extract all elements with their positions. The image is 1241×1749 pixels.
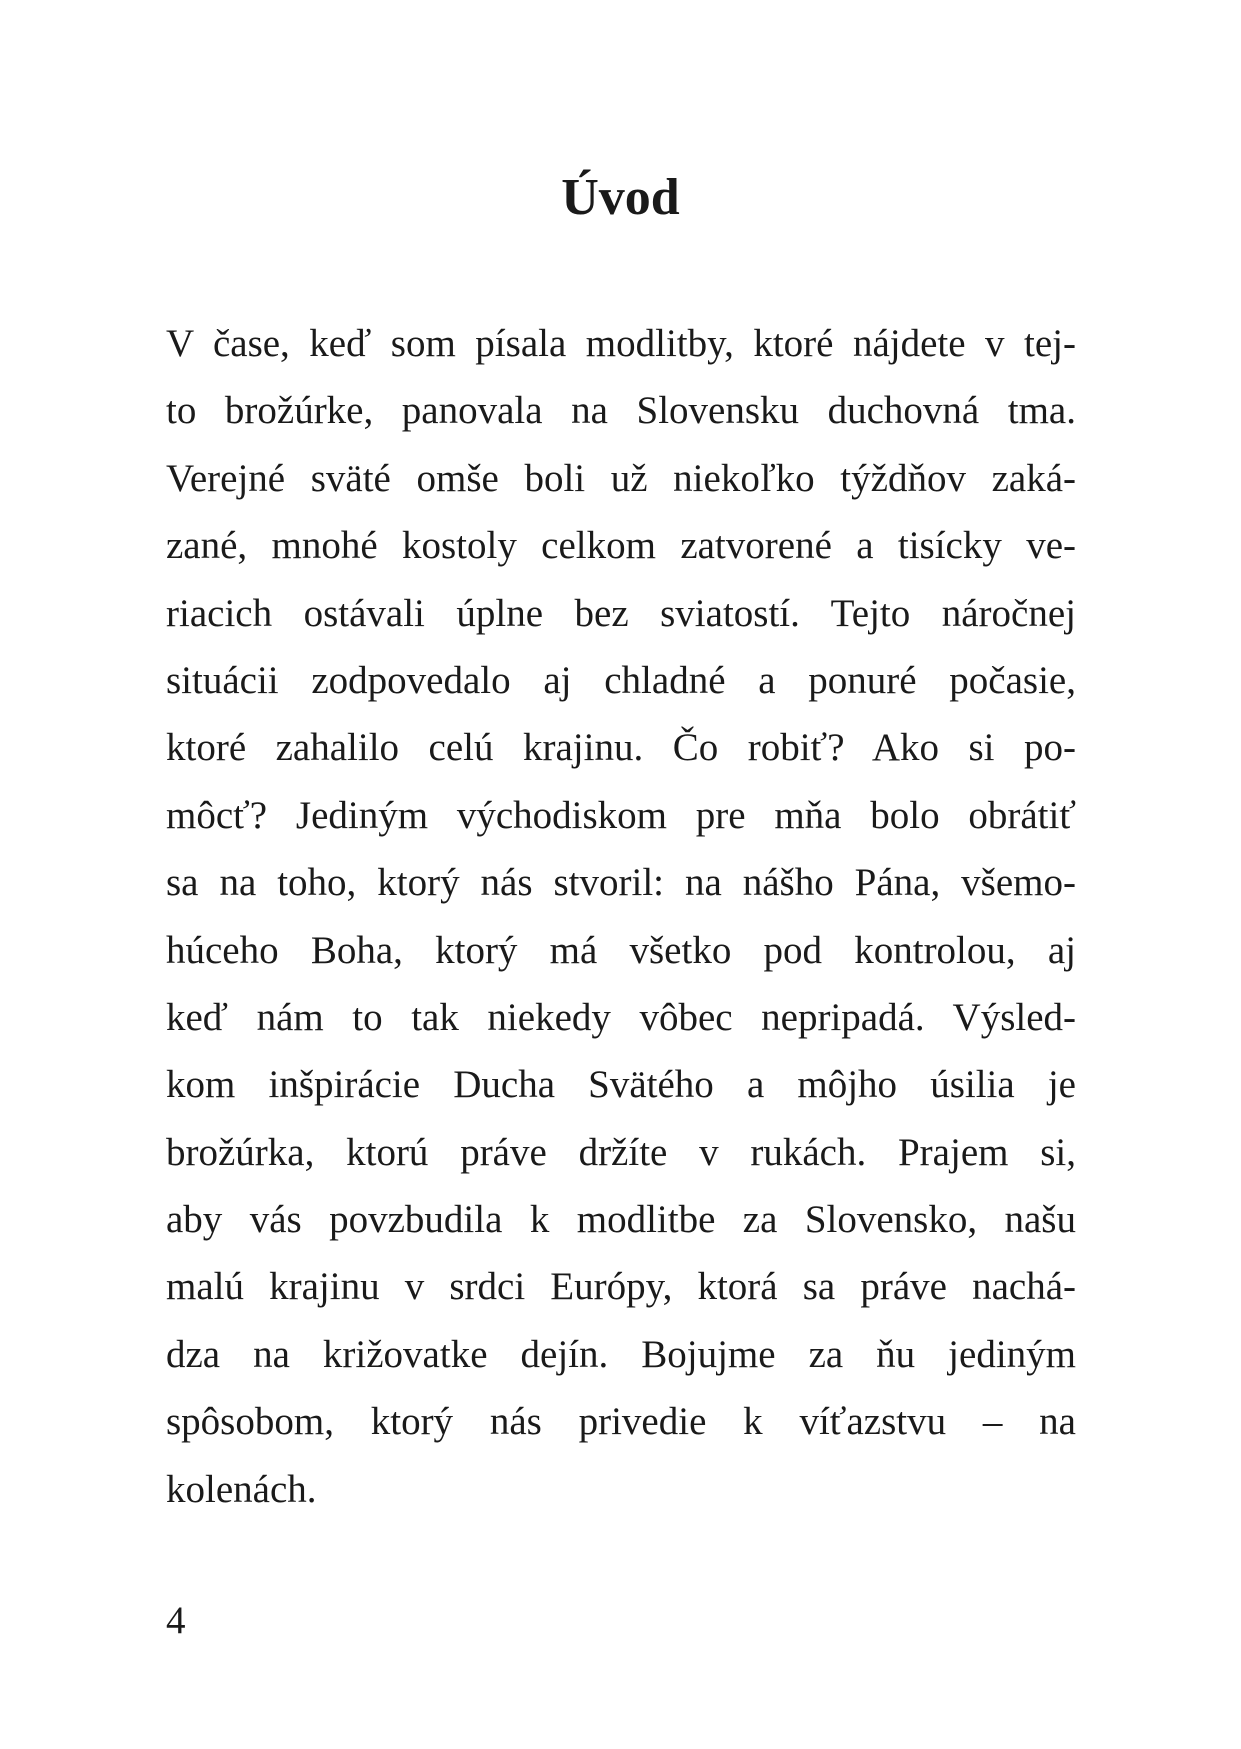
text-line: zané, mnohé kostoly celkom zatvorené a tisícky ve-	[166, 524, 1076, 568]
text-line: V čase, keď som písala modlitby, ktoré nájdete v tej-	[166, 322, 1076, 365]
text-line: keď nám to tak niekedy vôbec nepripadá. Výsled-	[166, 995, 1076, 1039]
text-line: to brožúrke, panovala na Slovensku duchovná tma.	[166, 389, 1076, 433]
text-line: brožúrka, ktorú práve držíte v rukách. Prajem si,	[166, 1130, 1076, 1174]
text-line: môcť? Jediným východiskom pre mňa bolo obrátiť	[166, 793, 1076, 837]
text-line: kom inšpirácie Ducha Svätého a môjho úsilia je	[166, 1063, 1076, 1107]
text-line: aby vás povzbudila k modlitbe za Slovensko, našu	[166, 1198, 1076, 1242]
text-line: Verejné sväté omše boli už niekoľko týždňov zaká-	[166, 456, 1076, 500]
text-line: sa na toho, ktorý nás stvoril: na nášho Pána, všemo-	[166, 861, 1076, 905]
text-line: dza na križovatke dejín. Bojujme za ňu jediným	[166, 1332, 1076, 1376]
text-line: riacich ostávali úplne bez sviatostí. Tejto náročnej	[166, 591, 1076, 635]
text-line: kolenách.	[166, 1467, 317, 1511]
text-line: spôsobom, ktorý nás privedie k víťazstvu – na	[166, 1400, 1076, 1444]
text-line: ktoré zahalilo celú krajinu. Čo robiť? Ako si po-	[166, 726, 1076, 770]
page-number: 4	[166, 1599, 186, 1642]
text-line: malú krajinu v srdci Európy, ktorá sa práve nachá-	[166, 1265, 1076, 1309]
page-title: Úvod	[561, 169, 680, 226]
body-paragraph	[166, 310, 1076, 1523]
text-line: situácii zodpovedalo aj chladné a ponuré počasie,	[166, 658, 1076, 702]
text-line: húceho Boha, ktorý má všetko pod kontrolou, aj	[166, 928, 1076, 972]
